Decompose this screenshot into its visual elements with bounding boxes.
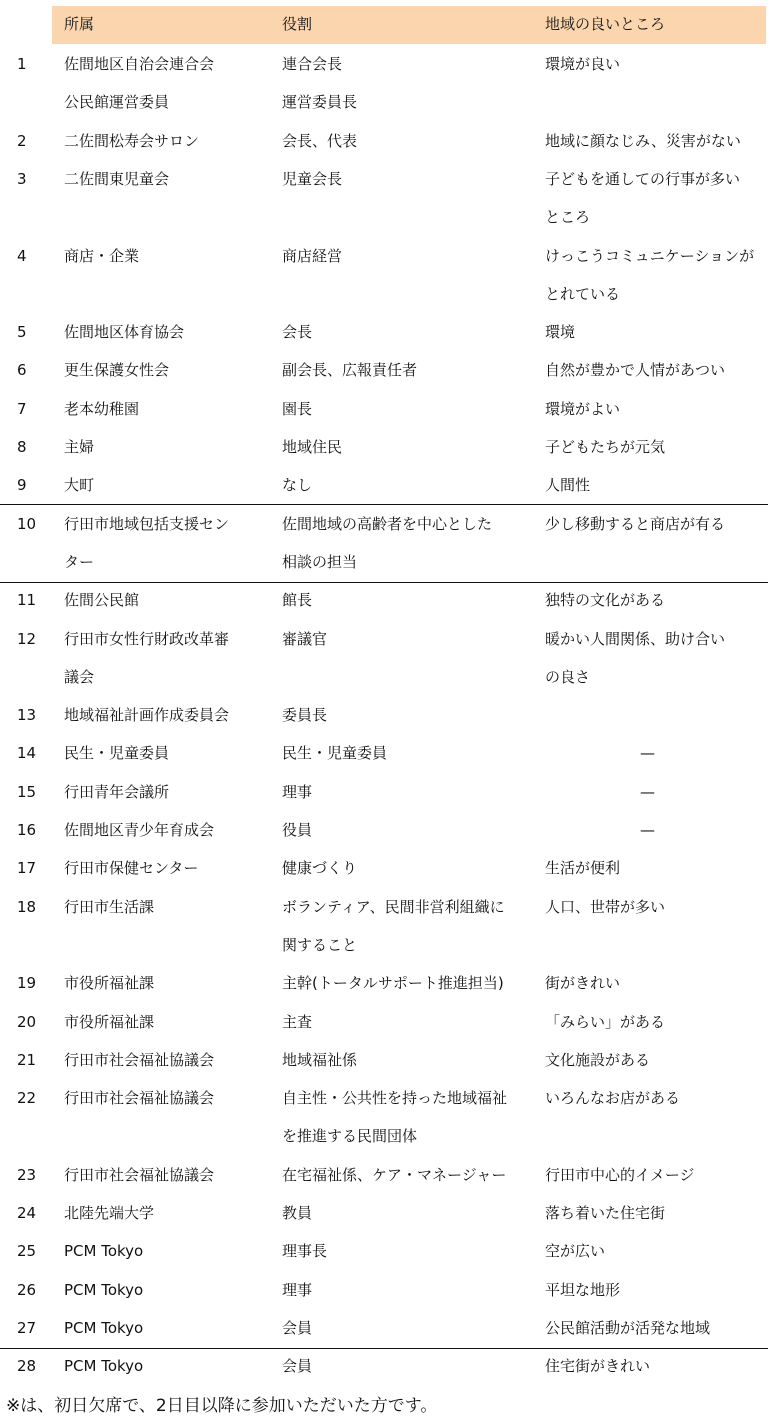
row-number: 20 (17, 1012, 37, 1031)
row-number: 15 (17, 782, 37, 801)
row-good-points: 生活が便利 (545, 859, 621, 878)
row-affiliation: 行田市保健センター (64, 859, 199, 878)
row-number: 21 (17, 1050, 37, 1069)
footnote: ※は、初日欠席で、2日目以降に参加いただいた方です。 (6, 1396, 438, 1416)
row-role: 会長 (282, 323, 313, 342)
table-row (0, 1042, 774, 1080)
table-row (0, 1348, 774, 1386)
row-number: 22 (17, 1089, 37, 1108)
row-role: 運営委員長 (282, 93, 358, 112)
row-role: 地域住民 (282, 438, 343, 456)
row-number: 18 (17, 897, 37, 916)
row-affiliation: 行田市生活課 (64, 897, 155, 916)
row-number: 7 (17, 399, 27, 418)
row-good-points: 人口、世帯が多い (545, 897, 666, 916)
row-good-points: 環境が良い (545, 55, 621, 73)
row-number: 25 (17, 1242, 37, 1261)
row-good-points: 子どもたちが元気 (545, 438, 666, 456)
row-role: 連合会長 (282, 55, 343, 73)
row-affiliation: 佐間地区青少年育成会 (64, 821, 215, 839)
table-row (0, 735, 774, 773)
row-good-points: 人間性 (545, 476, 591, 495)
row-role: 佐間地域の高齢者を中心とした (282, 514, 493, 533)
row-good-points: 「みらい」がある (545, 1012, 666, 1031)
row-role: 地域福祉係 (282, 1050, 358, 1069)
row-good-points: 街がきれい (545, 974, 621, 993)
row-role: 理事長 (282, 1242, 328, 1261)
row-role: 理事 (282, 1280, 313, 1299)
row-number: 12 (17, 629, 37, 648)
row-affiliation: PCM Tokyo (64, 1280, 144, 1299)
row-affiliation: PCM Tokyo (64, 1357, 144, 1376)
row-role: 役員 (282, 821, 313, 839)
table-row (0, 1195, 774, 1233)
row-good-points: 環境 (545, 323, 576, 342)
row-role: 審議官 (282, 629, 328, 648)
row-affiliation: 行田青年会議所 (64, 782, 170, 801)
table-row (0, 1118, 774, 1156)
row-role: 会員 (282, 1357, 313, 1376)
row-good-points: 環境がよい (545, 399, 621, 418)
table-row (0, 1233, 774, 1271)
row-affiliation: 佐間地区自治会連合会 (64, 55, 215, 73)
row-role: 関すること (282, 935, 358, 954)
row-role: ボランティア、民間非営利組織に (282, 897, 505, 916)
row-good-points: 子どもを通しての行事が多い (545, 169, 741, 188)
table-row (0, 84, 774, 122)
row-affiliation: 行田市社会福祉協議会 (64, 1050, 215, 1069)
table-row (0, 850, 774, 888)
row-role: 在宅福祉係、ケア・マネージャー (282, 1165, 507, 1184)
row-good-points: 暖かい人間関係、助け合い (545, 629, 726, 648)
table-row (0, 391, 774, 429)
row-good-points: けっこうコミュニケーションが (545, 246, 755, 265)
table-row (0, 1272, 774, 1310)
row-affiliation: 行田市地域包括支援セン (64, 514, 230, 533)
row-role: 園長 (282, 399, 313, 418)
row-number: 14 (17, 744, 37, 763)
table-row (0, 506, 774, 544)
row-role: 相談の担当 (282, 552, 358, 571)
header-affiliation: 所属 (64, 15, 95, 33)
row-affiliation: 主婦 (64, 438, 95, 456)
row-affiliation: 市役所福祉課 (64, 974, 155, 993)
row-good-points: 公民館活動が活発な地域 (545, 1318, 711, 1337)
table-row (0, 1310, 774, 1348)
row-role: 民生・児童委員 (282, 744, 388, 763)
row-good-points: 少し移動すると商店が有る (545, 514, 726, 533)
table-row (0, 812, 774, 850)
row-number: 10 (17, 514, 37, 533)
row-divider (0, 504, 768, 505)
row-affiliation: 大町 (64, 476, 95, 495)
row-role: 健康づくり (282, 859, 358, 878)
row-role: 主査 (282, 1012, 313, 1031)
table-row (0, 314, 774, 352)
row-good-points: 落ち着いた住宅街 (545, 1204, 666, 1222)
row-number: 5 (17, 323, 27, 342)
row-affiliation: 佐間公民館 (64, 591, 140, 610)
row-number: 19 (17, 974, 37, 993)
row-good-points: — (640, 821, 655, 839)
row-role: なし (282, 476, 313, 495)
row-number: 2 (17, 131, 27, 150)
table-row (0, 697, 774, 735)
row-good-points: いろんなお店がある (545, 1089, 681, 1108)
row-good-points: の良さ (545, 667, 591, 686)
row-good-points: — (640, 782, 655, 801)
row-affiliation: 二佐間松寿会サロン (64, 131, 200, 150)
row-number: 9 (17, 476, 27, 495)
row-good-points: 自然が豊かで人情があつい (545, 361, 726, 380)
row-role: 理事 (282, 782, 313, 801)
row-number: 3 (17, 169, 27, 188)
table-header (52, 6, 766, 44)
table-row (0, 1157, 774, 1195)
row-affiliation: 佐間地区体育協会 (64, 323, 185, 342)
row-affiliation: 議会 (64, 667, 95, 686)
row-affiliation: 老本幼稚園 (64, 399, 140, 418)
row-affiliation: 更生保護女性会 (64, 361, 170, 380)
row-role: 会員 (282, 1318, 313, 1337)
row-good-points: — (640, 744, 655, 763)
row-number: 4 (17, 246, 27, 265)
row-number: 1 (17, 55, 27, 73)
row-affiliation: PCM Tokyo (64, 1242, 144, 1261)
table-row (0, 161, 774, 199)
table-row (0, 352, 774, 390)
row-good-points: ところ (545, 208, 591, 227)
row-number: 13 (17, 706, 37, 725)
row-role: 会長、代表 (282, 131, 358, 150)
table-row (0, 582, 774, 620)
row-good-points: とれている (545, 284, 621, 303)
row-affiliation: PCM Tokyo (64, 1318, 144, 1337)
row-affiliation: 二佐間東児童会 (64, 169, 170, 188)
row-number: 8 (17, 438, 27, 456)
row-number: 27 (17, 1318, 37, 1337)
table-row (0, 927, 774, 965)
row-divider (0, 1348, 768, 1349)
table-row (0, 1080, 774, 1118)
row-affiliation: 地域福祉計画作成委員会 (64, 706, 230, 725)
table-row (0, 46, 774, 84)
row-affiliation: 公民館運営委員 (64, 93, 170, 112)
row-role: 主幹(トータルサポート推進担当) (282, 974, 504, 993)
row-affiliation: 行田市女性行財政改革審 (64, 629, 230, 648)
table-row (0, 467, 774, 505)
row-role: 自主性・公共性を持った地域福祉 (282, 1089, 508, 1108)
table-row (0, 774, 774, 812)
row-good-points: 住宅街がきれい (545, 1357, 651, 1376)
row-divider (0, 582, 768, 583)
table-row (0, 199, 774, 237)
row-affiliation: 民生・児童委員 (64, 744, 170, 763)
row-good-points: 行田市中心的イメージ (545, 1165, 695, 1184)
row-affiliation: ター (64, 552, 95, 571)
header-role: 役割 (282, 15, 313, 33)
table-row (0, 1004, 774, 1042)
row-good-points: 文化施設がある (545, 1050, 651, 1069)
table-row (0, 621, 774, 659)
row-role: を推進する民間団体 (282, 1127, 418, 1146)
row-affiliation: 北陸先端大学 (64, 1204, 155, 1222)
row-number: 26 (17, 1280, 37, 1299)
row-number: 23 (17, 1165, 37, 1184)
row-role: 委員長 (282, 706, 328, 725)
row-role: 教員 (282, 1204, 313, 1222)
table-row (0, 123, 774, 161)
row-number: 24 (17, 1204, 37, 1222)
row-good-points: 空が広い (545, 1242, 606, 1261)
row-good-points: 地域に顔なじみ、災害がない (545, 131, 741, 150)
table-row (0, 276, 774, 314)
table-row (0, 965, 774, 1003)
row-number: 28 (17, 1357, 37, 1376)
row-number: 11 (17, 591, 37, 610)
row-number: 16 (17, 821, 37, 839)
row-number: 17 (17, 859, 37, 878)
table-row (0, 238, 774, 276)
table-row (0, 544, 774, 582)
header-good-points: 地域の良いところ (545, 15, 666, 33)
row-good-points: 独特の文化がある (545, 591, 666, 610)
table-row (0, 889, 774, 927)
row-affiliation: 商店・企業 (64, 246, 140, 265)
table-row (0, 659, 774, 697)
row-role: 副会長、広報責任者 (282, 361, 418, 380)
row-role: 館長 (282, 591, 313, 610)
row-affiliation: 市役所福祉課 (64, 1012, 155, 1031)
row-role: 商店経営 (282, 246, 343, 265)
table-row (0, 429, 774, 467)
row-affiliation: 行田市社会福祉協議会 (64, 1165, 215, 1184)
row-affiliation: 行田市社会福祉協議会 (64, 1089, 215, 1108)
row-role: 児童会長 (282, 169, 343, 188)
row-good-points: 平坦な地形 (545, 1280, 621, 1299)
row-number: 6 (17, 361, 27, 380)
